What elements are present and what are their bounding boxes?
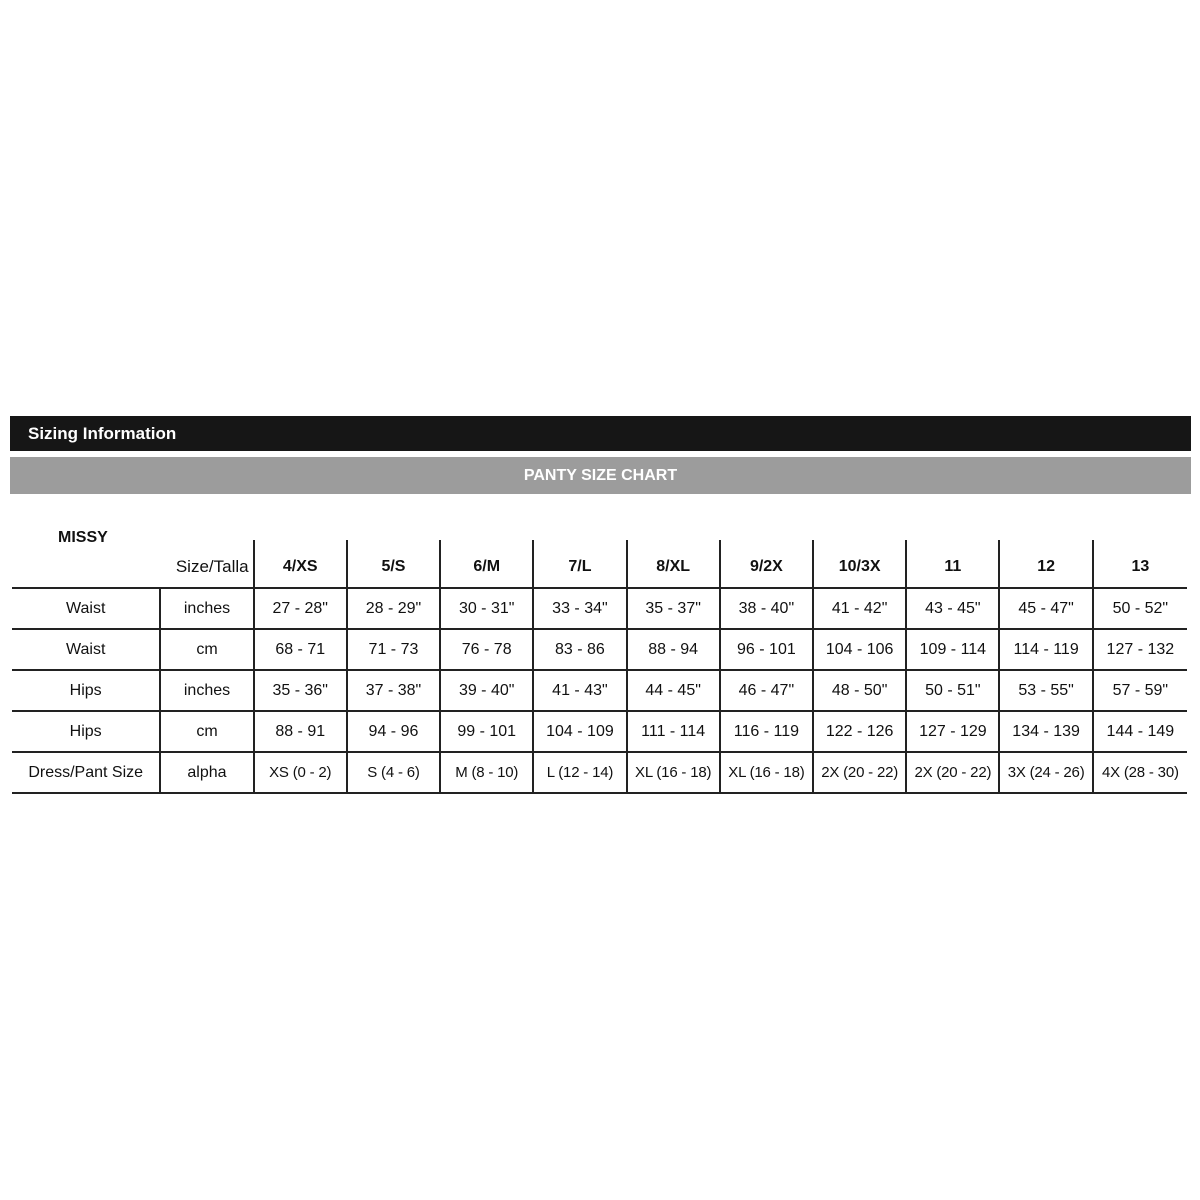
table-cell: 68 - 71 [254,629,347,670]
table-cell: M (8 - 10) [440,752,533,793]
unit-label: inches [160,588,253,629]
table-cell: 28 - 29" [347,588,440,629]
table-cell: 41 - 43" [533,670,626,711]
table-cell: 134 - 139 [999,711,1092,752]
size-talla-label: Size/Talla [175,556,249,576]
table-cell: XL (16 - 18) [720,752,813,793]
table-cell: 99 - 101 [440,711,533,752]
size-header-cell: 11 [906,540,999,588]
table-cell: XL (16 - 18) [627,752,720,793]
table-cell: 144 - 149 [1093,711,1187,752]
size-header-cell: 13 [1093,540,1187,588]
table-cell: L (12 - 14) [533,752,626,793]
table-row [12,629,1187,670]
size-header-row [12,540,1187,588]
table-cell: 94 - 96 [347,711,440,752]
table-cell: 33 - 34" [533,588,626,629]
table-cell: 57 - 59" [1093,670,1187,711]
table-cell: 104 - 109 [533,711,626,752]
size-header-cell: 7/L [533,540,626,588]
table-cell: 83 - 86 [533,629,626,670]
table-cell: 38 - 40" [720,588,813,629]
table-cell: 104 - 106 [813,629,906,670]
size-header-cell: 4/XS [254,540,347,588]
table-cell: 35 - 37" [627,588,720,629]
table-cell: 27 - 28" [254,588,347,629]
table-cell: 41 - 42" [813,588,906,629]
table-cell: 127 - 129 [906,711,999,752]
unit-label: cm [160,711,253,752]
table-cell: 96 - 101 [720,629,813,670]
table-cell: 88 - 94 [627,629,720,670]
table-cell: 2X (20 - 22) [813,752,906,793]
measure-label: Hips [12,711,160,752]
table-cell: 71 - 73 [347,629,440,670]
table-cell: XS (0 - 2) [254,752,347,793]
unit-label: alpha [160,752,253,793]
category-label: MISSY [58,529,108,546]
header-title: Sizing Information [28,424,177,443]
subheader-title: PANTY SIZE CHART [523,467,678,484]
table-row [12,670,1187,711]
measure-label: Hips [12,670,160,711]
table-cell: 44 - 45" [627,670,720,711]
sizing-information-header [10,416,1191,451]
table-cell: 37 - 38" [347,670,440,711]
measure-label: Dress/Pant Size [12,752,160,793]
table-cell: 39 - 40" [440,670,533,711]
table-cell: 127 - 132 [1093,629,1187,670]
unit-label: cm [160,629,253,670]
table-cell: 43 - 45" [906,588,999,629]
size-header-cell: 8/XL [627,540,720,588]
size-table [12,540,1187,794]
table-cell: 45 - 47" [999,588,1092,629]
table-cell: 114 - 119 [999,629,1092,670]
table-cell: 53 - 55" [999,670,1092,711]
unit-label: inches [160,670,253,711]
panty-size-chart-subheader [10,457,1191,494]
size-header-cell: 9/2X [720,540,813,588]
table-cell: 50 - 51" [906,670,999,711]
size-header-cell: 5/S [347,540,440,588]
table-cell: 46 - 47" [720,670,813,711]
table-cell: 122 - 126 [813,711,906,752]
table-cell: 30 - 31" [440,588,533,629]
table-cell: 88 - 91 [254,711,347,752]
table-row [12,711,1187,752]
size-header-cell: 10/3X [813,540,906,588]
table-row [12,588,1187,629]
table-cell: 76 - 78 [440,629,533,670]
table-cell: 50 - 52" [1093,588,1187,629]
table-cell: 109 - 114 [906,629,999,670]
table-cell: 2X (20 - 22) [906,752,999,793]
table-cell: 116 - 119 [720,711,813,752]
table-cell: 3X (24 - 26) [999,752,1092,793]
size-header-cell: 12 [999,540,1092,588]
table-cell: 4X (28 - 30) [1093,752,1187,793]
table-cell: 111 - 114 [627,711,720,752]
table-row [12,752,1187,793]
table-cell: S (4 - 6) [347,752,440,793]
measure-label: Waist [12,588,160,629]
measure-label: Waist [12,629,160,670]
size-header-cell: 6/M [440,540,533,588]
table-cell: 48 - 50" [813,670,906,711]
table-cell: 35 - 36" [254,670,347,711]
header-spacer [12,540,160,588]
